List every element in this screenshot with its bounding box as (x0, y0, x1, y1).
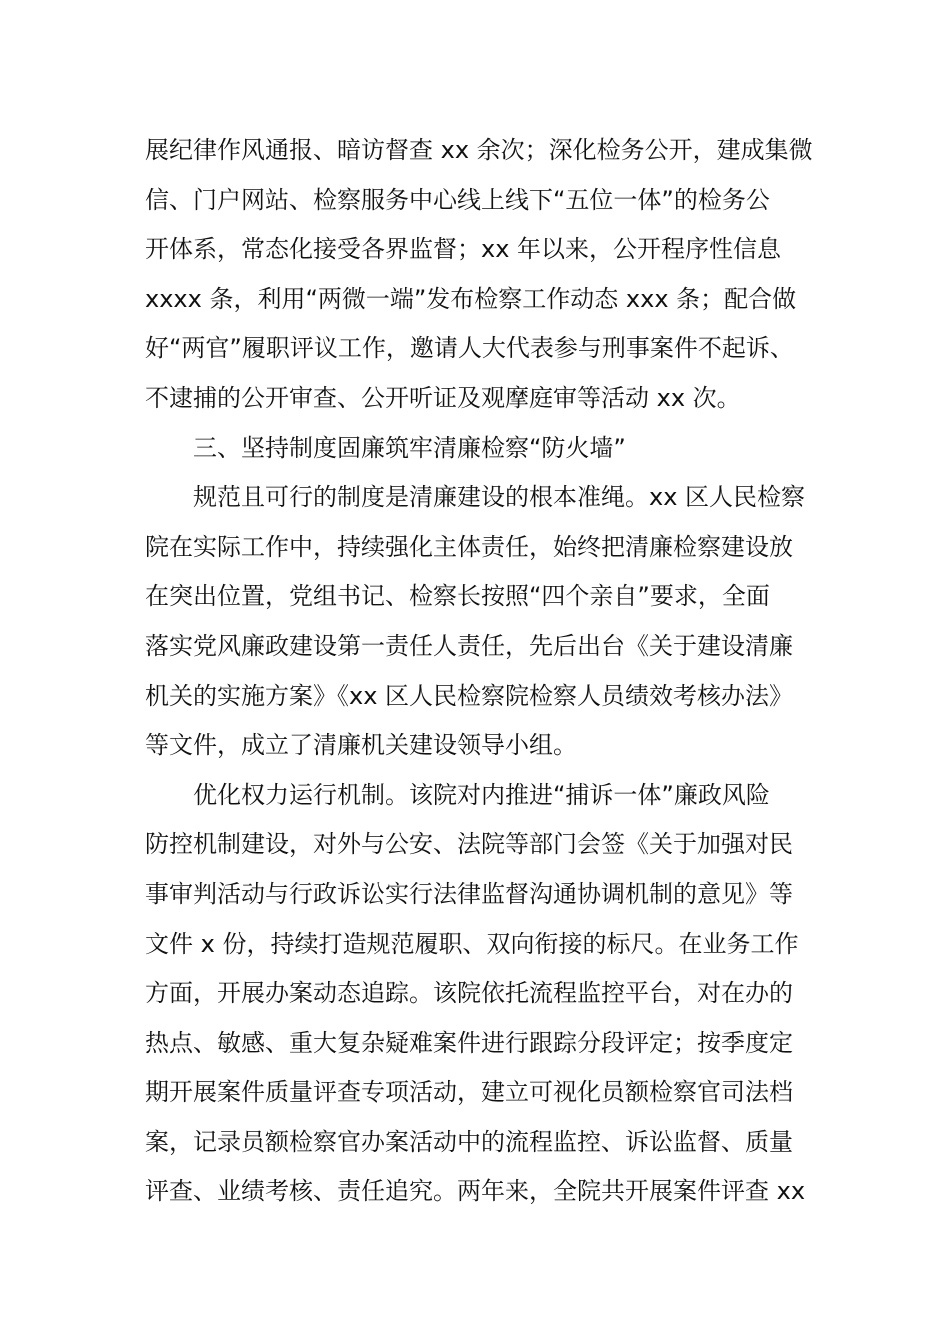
text-line: 在突出位置，党组书记、检察长按照“四个亲自”要求，全面 (145, 582, 770, 611)
paragraph-2 (145, 473, 825, 771)
text-line: 防控机制建设，对外与公安、法院等部门会签《关于加强对民 (145, 830, 793, 859)
text-line: 不逮捕的公开审查、公开听证及观摩庭审等活动 xx 次。 (145, 383, 741, 412)
text-line: 文件 x 份，持续打造规范履职、双向衔接的标尺。在业务工作 (145, 929, 799, 958)
text-line: 院在实际工作中，持续强化主体责任，始终把清廉检察建设放 (145, 532, 793, 561)
text-line: 优化权力运行机制。该院对内推进“捕诉一体”廉政风险 (193, 780, 770, 809)
paragraph-3 (145, 771, 825, 1217)
text-line: 好“两官”履职评议工作，邀请人大代表参与刑事案件不起诉、 (145, 334, 794, 363)
text-line: 评查、业绩考核、责任追究。两年来，全院共开展案件评查 xx (145, 1177, 806, 1206)
text-line: xxxx 条，利用“两微一端”发布检察工作动态 xxx 条；配合做 (145, 284, 797, 313)
text-line: 落实党风廉政建设第一责任人责任，先后出台《关于建设清廉 (145, 631, 793, 660)
paragraph-1 (145, 126, 825, 424)
document-body (145, 126, 825, 1217)
text-line: 机关的实施方案》《xx 区人民检察院检察人员绩效考核办法》 (145, 681, 794, 710)
text-line: 信、门户网站、检察服务中心线上线下“五位一体”的检务公 (145, 185, 770, 214)
text-line: 期开展案件质量评查专项活动，建立可视化员额检察官司法档 (145, 1078, 793, 1107)
text-line: 开体系，常态化接受各界监督；xx 年以来，公开程序性信息 (145, 235, 782, 264)
text-line: 方面，开展办案动态追踪。该院依托流程监控平台，对在办的 (145, 979, 793, 1008)
text-line: 案，记录员额检察官办案活动中的流程监控、诉讼监督、质量 (145, 1127, 793, 1156)
text-line: 等文件，成立了清廉机关建设领导小组。 (145, 731, 577, 760)
text-line: 事审判活动与行政诉讼实行法律监督沟通协调机制的意见》等 (145, 879, 793, 908)
text-line: 展纪律作风通报、暗访督查 xx 余次；深化检务公开，建成集微 (145, 136, 813, 164)
text-line: 热点、敏感、重大复杂疑难案件进行跟踪分段评定；按季度定 (145, 1028, 793, 1057)
text-line: 规范且可行的制度是清廉建设的根本准绳。xx 区人民检察 (193, 483, 806, 512)
section-heading: 三、坚持制度固廉筑牢清廉检察“防火墙” (193, 433, 626, 462)
